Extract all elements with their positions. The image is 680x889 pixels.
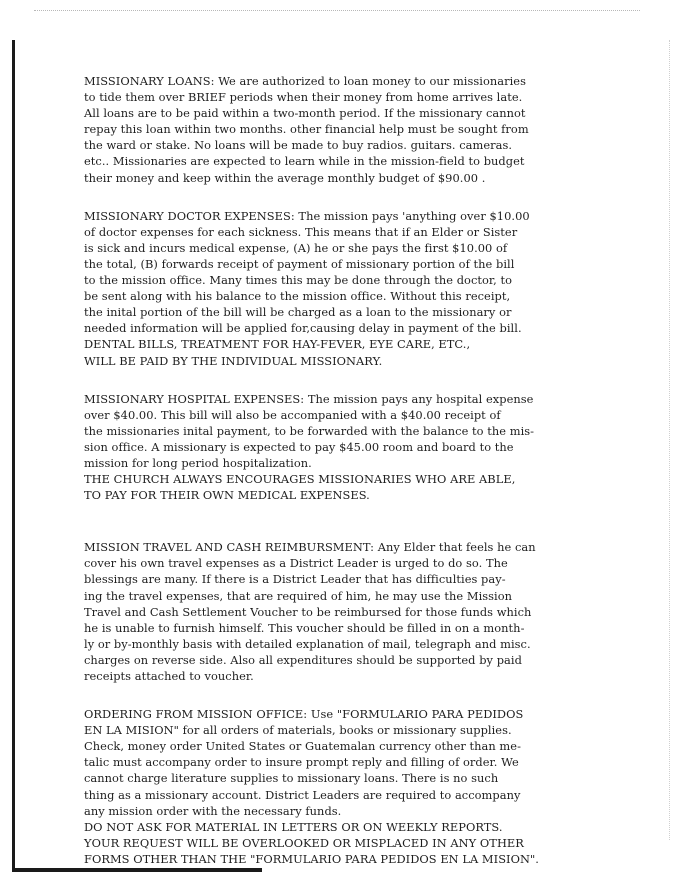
text-line: their money and keep within the average monthly budget of $90.00 . <box>84 170 486 185</box>
text-line: TO PAY FOR THEIR OWN MEDICAL EXPENSES. <box>84 488 370 503</box>
paragraph-missionary-loans <box>84 73 604 186</box>
text-line: to tide them over BRIEF periods when their money from home arrives late. <box>84 90 523 105</box>
text-line: blessings are many. If there is a District Leader that has difficulties pay- <box>84 572 506 587</box>
section-gap <box>84 525 604 539</box>
text-line: receipts attached to voucher. <box>84 669 254 683</box>
document-body <box>84 73 604 889</box>
page-top-edge <box>34 10 640 11</box>
text-line: he is unable to furnish himself. This voucher should be filled in on a month- <box>84 620 525 635</box>
text-line: of doctor expenses for each sickness. This means that if an Elder or Sister <box>84 224 518 239</box>
text-line: ly or by-monthly basis with detailed explanation of mail, telegraph and misc. <box>84 636 531 651</box>
text-line: All loans are to be paid within a two-month period. If the missionary cannot <box>84 106 526 121</box>
paragraph-missionary-hospital-expenses <box>84 391 604 504</box>
page-left-edge <box>12 40 15 872</box>
text-line: ORDERING FROM MISSION OFFICE: Use "FORMULARIO PARA PEDIDOS <box>84 707 524 722</box>
paragraph-ordering-from-mission-office <box>84 706 604 867</box>
text-line: EN LA MISION" for all orders of materials, books or missionary supplies. <box>84 723 512 738</box>
paragraph-missionary-doctor-expenses <box>84 208 604 369</box>
text-line: charges on reverse side. Also all expenditures should be supported by paid <box>84 652 522 667</box>
text-line: WILL BE PAID BY THE INDIVIDUAL MISSIONARY. <box>84 353 383 368</box>
text-line: Travel and Cash Settlement Voucher to be reimbursed for those funds which <box>84 604 532 619</box>
text-line: is sick and incurs medical expense, (A) he or she pays the first $10.00 of <box>84 240 508 255</box>
text-line: repay this loan within two months. other financial help must be sought from <box>84 122 529 137</box>
page-right-edge <box>669 40 670 840</box>
text-line: MISSIONARY HOSPITAL EXPENSES: The mission pays any hospital expense <box>84 391 534 406</box>
text-line: the inital portion of the bill will be charged as a loan to the missionary or <box>84 305 512 320</box>
text-line: etc.. Missionaries are expected to learn while in the mission-field to budget <box>84 154 525 169</box>
text-line: Check, money order United States or Guatemalan currency other than me- <box>84 739 521 754</box>
text-line: YOUR REQUEST WILL BE OVERLOOKED OR MISPLACED IN ANY OTHER <box>84 835 524 850</box>
text-line: talic must accompany order to insure prompt reply and filling of order. We <box>84 755 519 770</box>
text-line: to the mission office. Many times this may be done through the doctor, to <box>84 273 513 288</box>
text-line: needed information will be applied for,causing delay in payment of the bill. <box>84 321 522 336</box>
text-line: cover his own travel expenses as a District Leader is urged to do so. The <box>84 556 508 571</box>
text-line: FORMS OTHER THAN THE "FORMULARIO PARA PEDIDOS EN LA MISION". <box>84 851 539 866</box>
paragraph-mission-travel-cash-reimbursment <box>84 539 604 684</box>
text-line: DENTAL BILLS, TREATMENT FOR HAY-FEVER, EYE CARE, ETC., <box>84 337 471 352</box>
text-line: MISSIONARY LOANS: We are authorized to loan money to our missionaries <box>84 74 526 88</box>
text-line: THE CHURCH ALWAYS ENCOURAGES MISSIONARIES WHO ARE ABLE, <box>84 472 516 487</box>
text-line: thing as a missionary account. District Leaders are required to accompany <box>84 787 521 802</box>
text-line: mission for long period hospitalization. <box>84 455 312 470</box>
text-line: MISSION TRAVEL AND CASH REIMBURSMENT: Any Elder that feels he can <box>84 540 536 555</box>
text-line: sion office. A missionary is expected to pay $45.00 room and board to the <box>84 439 514 454</box>
text-line: the missionaries inital payment, to be forwarded with the balance to the mis- <box>84 423 535 438</box>
text-line: be sent along with his balance to the mission office. Without this receipt, <box>84 289 511 304</box>
text-line: ing the travel expenses, that are required of him, he may use the Mission <box>84 588 513 603</box>
text-line: the ward or stake. No loans will be made to buy radios. guitars. cameras. <box>84 138 513 153</box>
text-line: MISSIONARY DOCTOR EXPENSES: The mission pays 'anything over $10.00 <box>84 208 530 223</box>
text-line: cannot charge literature supplies to missionary loans. There is no such <box>84 771 499 786</box>
text-line: any mission order with the necessary funds. <box>84 803 342 818</box>
text-line: over $40.00. This bill will also be accompanied with a $40.00 receipt of <box>84 407 501 422</box>
text-line: DO NOT ASK FOR MATERIAL IN LETTERS OR ON WEEKLY REPORTS. <box>84 819 503 834</box>
text-line: the total, (B) forwards receipt of payment of missionary portion of the bill <box>84 256 515 271</box>
